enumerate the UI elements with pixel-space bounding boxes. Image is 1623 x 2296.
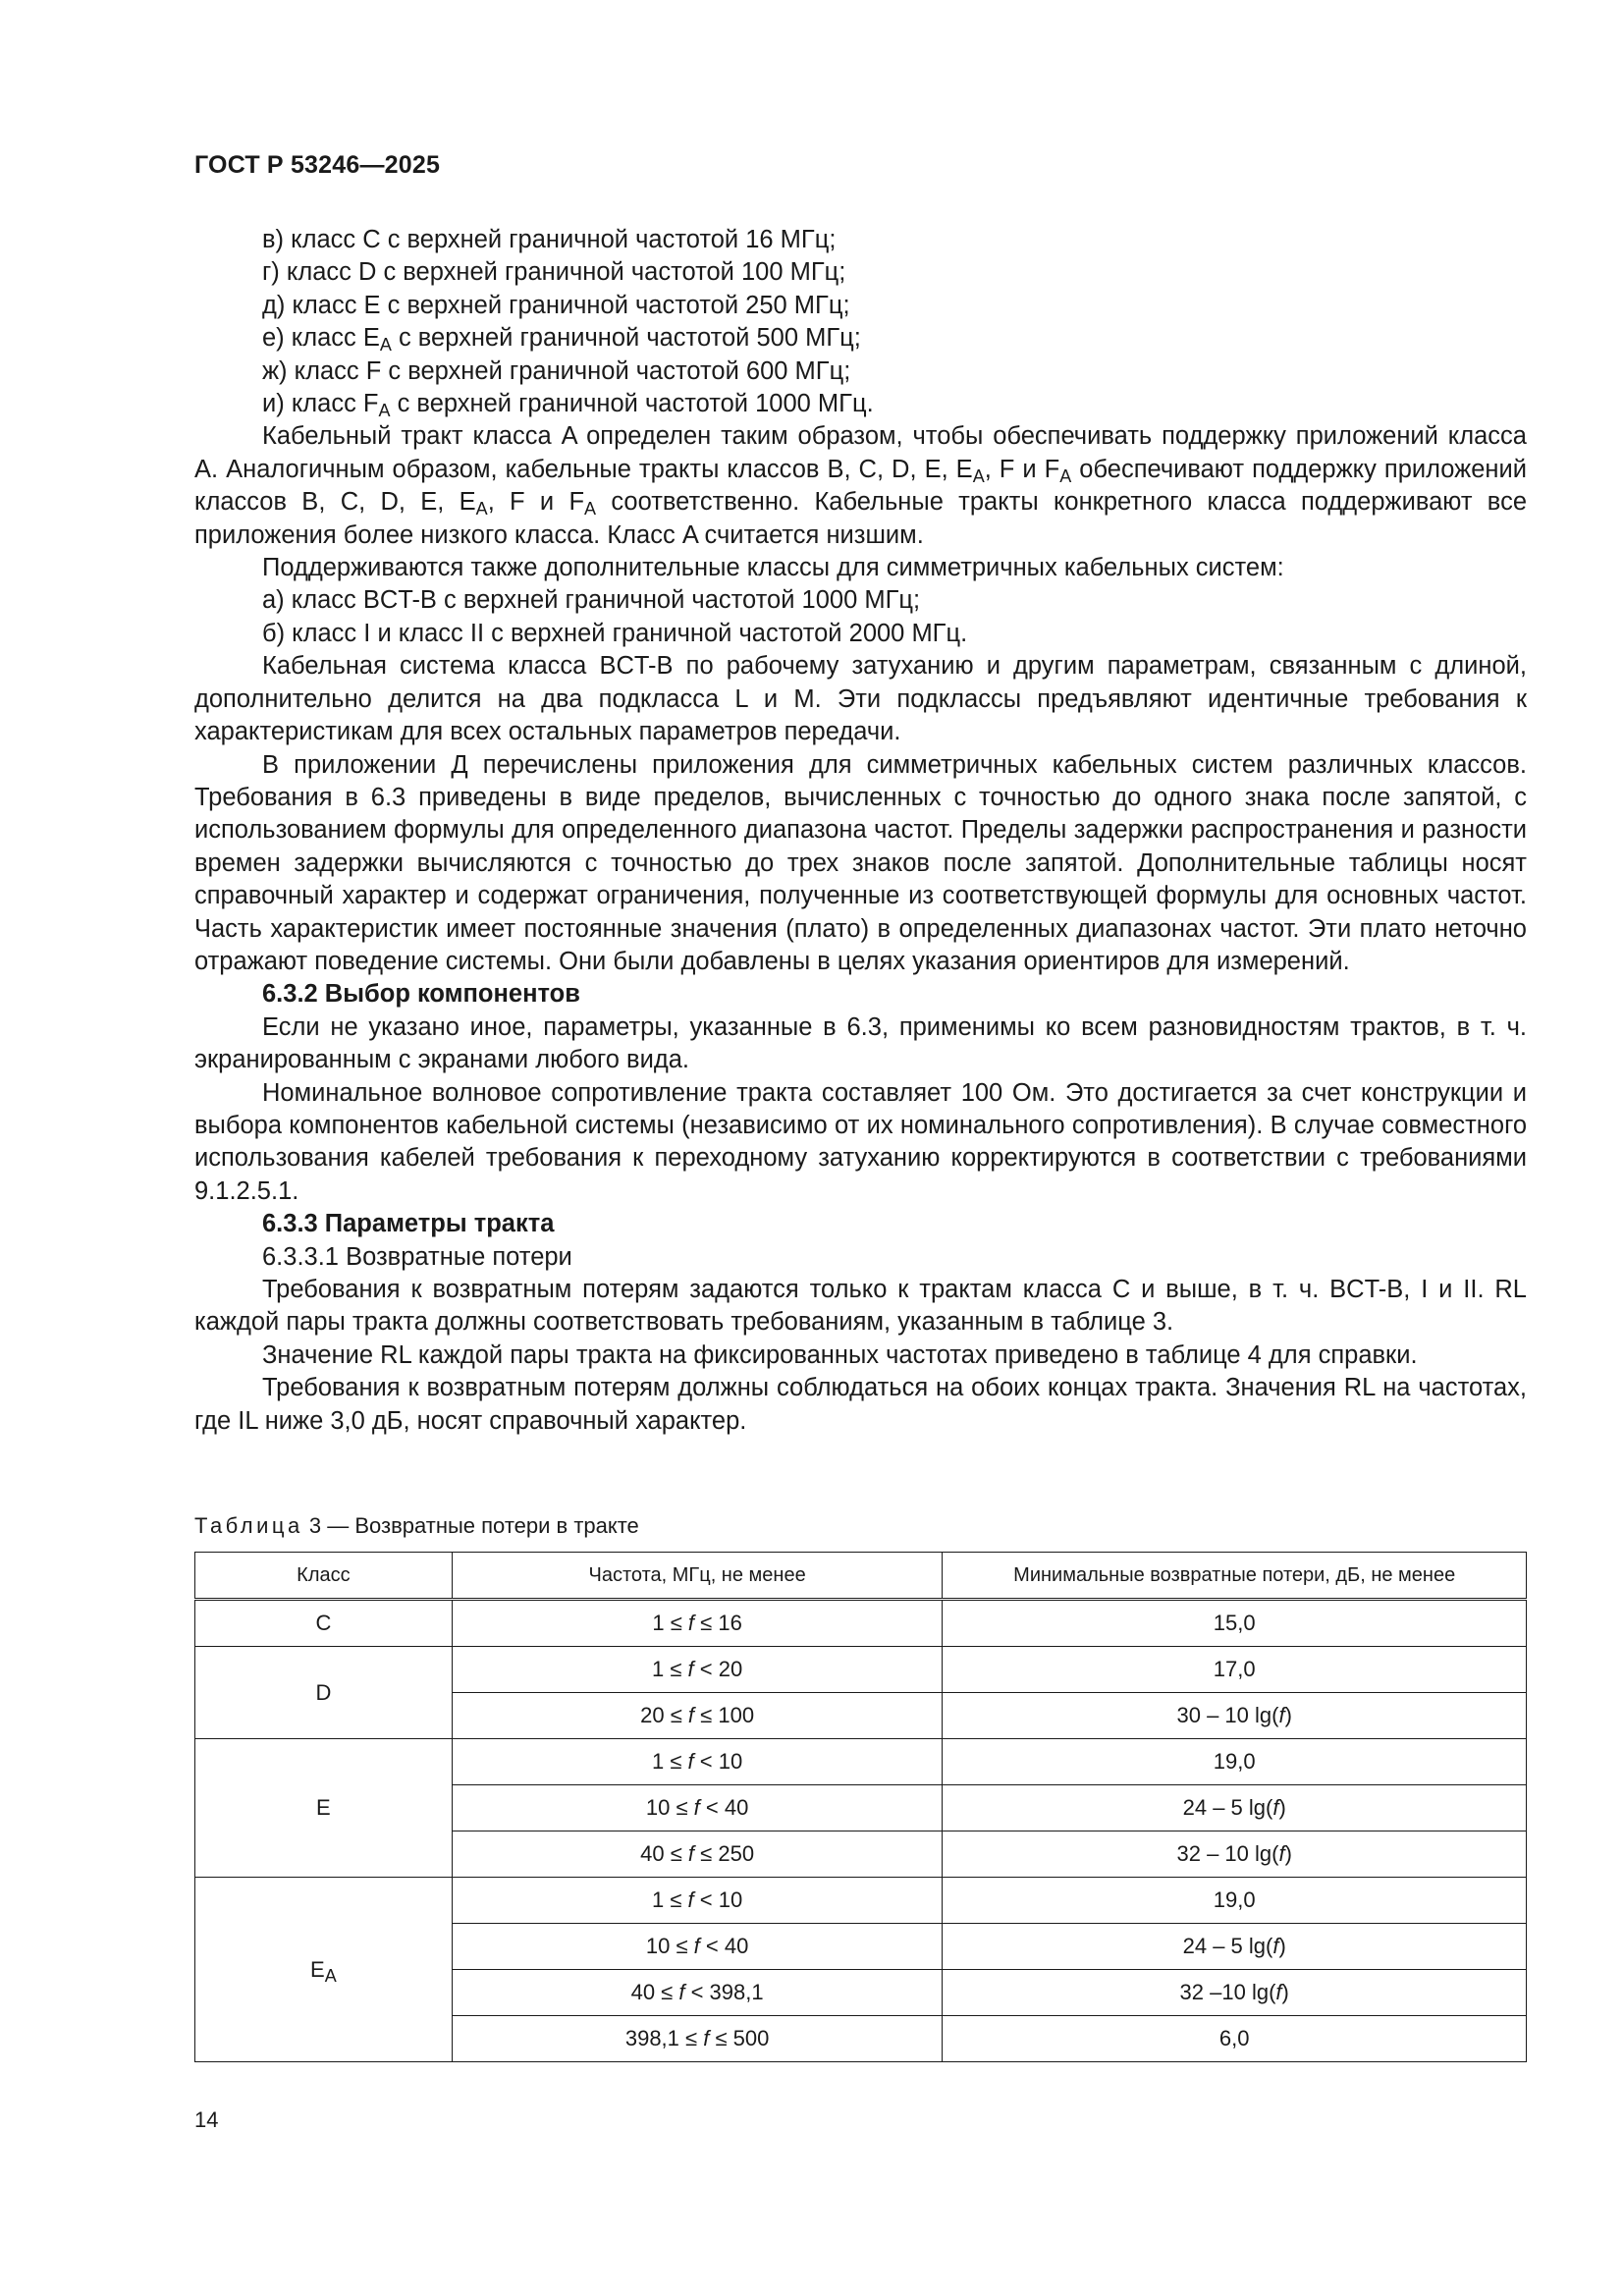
return-loss-cell: 19,0	[943, 1878, 1527, 1924]
list-item-class-f: ж) класс F с верхней граничной частотой 600 МГц;	[262, 356, 851, 385]
paragraph-additional-classes: Поддерживаются также дополнительные классы для симметричных кабельных систем:	[262, 554, 1284, 582]
return-loss-cell: 15,0	[943, 1600, 1527, 1647]
frequency-cell: 1 ≤ f < 20	[452, 1647, 943, 1693]
paragraph-return-loss-table4: Значение RL каждой пары тракта на фиксированных частотах приведено в таблице 4 для справки.	[262, 1340, 1418, 1369]
list-item-class-i-ii: б) класс I и класс II с верхней граничной частотой 2000 МГц.	[262, 619, 968, 647]
list-item-class-fa: и) класс $F_A$ с верхней граничной частотой 1000 МГц.	[262, 390, 874, 421]
paragraph-classes: Кабельный тракт класса A определен таким образом, чтобы обеспечивать поддержку приложений класса A. Аналогичным образом, кабельные тракты классов B, C, D, E, $E_A$, F и $F_A$ обеспечивают поддержку приложений классов B, C, D, E, $E_A$, F и $F_A$ соответственно. Кабельные тракты конкретного класса поддерживают все приложения более низкого класса. Класс A считается низшим.	[194, 422, 1527, 549]
paragraph-return-loss-requirements: Требования к возвратным потерям задаются только к трактам класса C и выше, в т. ч. BCT-B, I и II. RL каждой пары тракта должны соответствовать требованиям, указанным в таблице 3.	[194, 1276, 1527, 1337]
frequency-cell: 40 ≤ f < 398,1	[452, 1970, 943, 2016]
class-cell: C	[195, 1600, 453, 1647]
return-loss-cell: 30 – 10 lg(f)	[943, 1693, 1527, 1739]
table-caption: Таблица 3 — Возвратные потери в тракте	[194, 1513, 639, 1538]
table-row	[195, 1878, 1527, 1924]
column-header-min-return-loss: Минимальные возвратные потери, дБ, не менее	[943, 1553, 1527, 1600]
paragraph-return-loss-ends: Требования к возвратным потерям должны соблюдаться на обоих концах тракта. Значения RL на частотах, где IL ниже 3,0 дБ, носят справочный характер.	[194, 1374, 1527, 1435]
class-cell: D	[195, 1647, 453, 1739]
table-row	[195, 1739, 1527, 1785]
list-item-class-c: в) класс C с верхней граничной частотой 16 МГц;	[262, 226, 837, 253]
return-loss-cell: 24 – 5 lg(f)	[943, 1785, 1527, 1831]
list-item-class-ea: е) класс $E_A$ с верхней граничной частотой 500 МГц;	[262, 324, 861, 355]
return-loss-cell: 6,0	[943, 2016, 1527, 2062]
return-loss-table	[194, 1552, 1527, 2062]
class-cell: E	[195, 1739, 453, 1878]
frequency-cell: 1 ≤ f ≤ 16	[452, 1600, 943, 1647]
paragraph-annex-d: В приложении Д перечислены приложения для симметричных кабельных систем различных классов. Требования в 6.3 приведены в виде пределов, вычисленных с точностью до одного знака после запятой, с использованием формулы для определенного диапазона частот. Пределы задержки распространения и разности времен задержки вычисляются с точностью до трех знаков после запятой. Дополнительные таблицы носят справочный характер и содержат ограничения, полученные из соответствующей формулы для основных частот. Часть характеристик имеет постоянные значения (плато) в определенных диапазонах частот. Эти плато неточно отражают поведение системы. Они были добавлены в целях указания ориентиров для измерений.	[194, 750, 1527, 975]
list-item-class-e: д) класс E с верхней граничной частотой 250 МГц;	[262, 291, 850, 319]
column-header-class: Класс	[195, 1553, 453, 1600]
table-row	[195, 1647, 1527, 1693]
list-item-class-bct-b: а) класс BCT-B с верхней граничной частотой 1000 МГц;	[262, 586, 921, 615]
table-header-row	[195, 1553, 1527, 1600]
page-number: 14	[194, 2107, 219, 2132]
column-header-frequency: Частота, МГц, не менее	[452, 1553, 943, 1600]
list-item-class-d: г) класс D с верхней граничной частотой 100 МГц;	[262, 258, 846, 287]
frequency-cell: 10 ≤ f < 40	[452, 1785, 943, 1831]
section-heading-6-3-3-1: 6.3.3.1 Возвратные потери	[262, 1242, 572, 1271]
table-row	[195, 1600, 1527, 1647]
return-loss-cell: 24 – 5 lg(f)	[943, 1924, 1527, 1970]
paragraph-bct-subclasses: Кабельная система класса BCT-B по рабочему затуханию и другим параметрам, связанным с длиной, дополнительно делится на два подкласса L и M. Эти подклассы предъявляют идентичные требования к характеристикам для всех остальных параметров передачи.	[194, 652, 1527, 746]
section-heading-6-3-3: 6.3.3 Параметры тракта	[262, 1210, 555, 1238]
frequency-cell: 398,1 ≤ f ≤ 500	[452, 2016, 943, 2062]
paragraph-6-3-2-impedance: Номинальное волновое сопротивление тракта составляет 100 Ом. Это достигается за счет конструкции и выбора компонентов кабельной системы (независимо от их номинального сопротивления). В случае совместного использования кабелей требования к переходному затуханию корректируются в соответствии с требованиями 9.1.2.5.1.	[194, 1078, 1527, 1205]
frequency-cell: 1 ≤ f < 10	[452, 1739, 943, 1785]
return-loss-cell: 32 –10 lg(f)	[943, 1970, 1527, 2016]
paragraph-6-3-2-scope: Если не указано иное, параметры, указанные в 6.3, применимы ко всем разновидностям трактов, в т. ч. экранированным с экранами любого вида.	[194, 1012, 1527, 1074]
return-loss-cell: 32 – 10 lg(f)	[943, 1831, 1527, 1878]
document-header: ГОСТ Р 53246—2025	[194, 151, 441, 179]
class-cell: $E_A$	[195, 1878, 453, 2062]
document-body	[194, 224, 1527, 1438]
frequency-cell: 10 ≤ f < 40	[452, 1924, 943, 1970]
return-loss-cell: 17,0	[943, 1647, 1527, 1693]
frequency-cell: 40 ≤ f ≤ 250	[452, 1831, 943, 1878]
frequency-cell: 20 ≤ f ≤ 100	[452, 1693, 943, 1739]
return-loss-cell: 19,0	[943, 1739, 1527, 1785]
section-heading-6-3-2: 6.3.2 Выбор компонентов	[262, 980, 580, 1009]
frequency-cell: 1 ≤ f < 10	[452, 1878, 943, 1924]
